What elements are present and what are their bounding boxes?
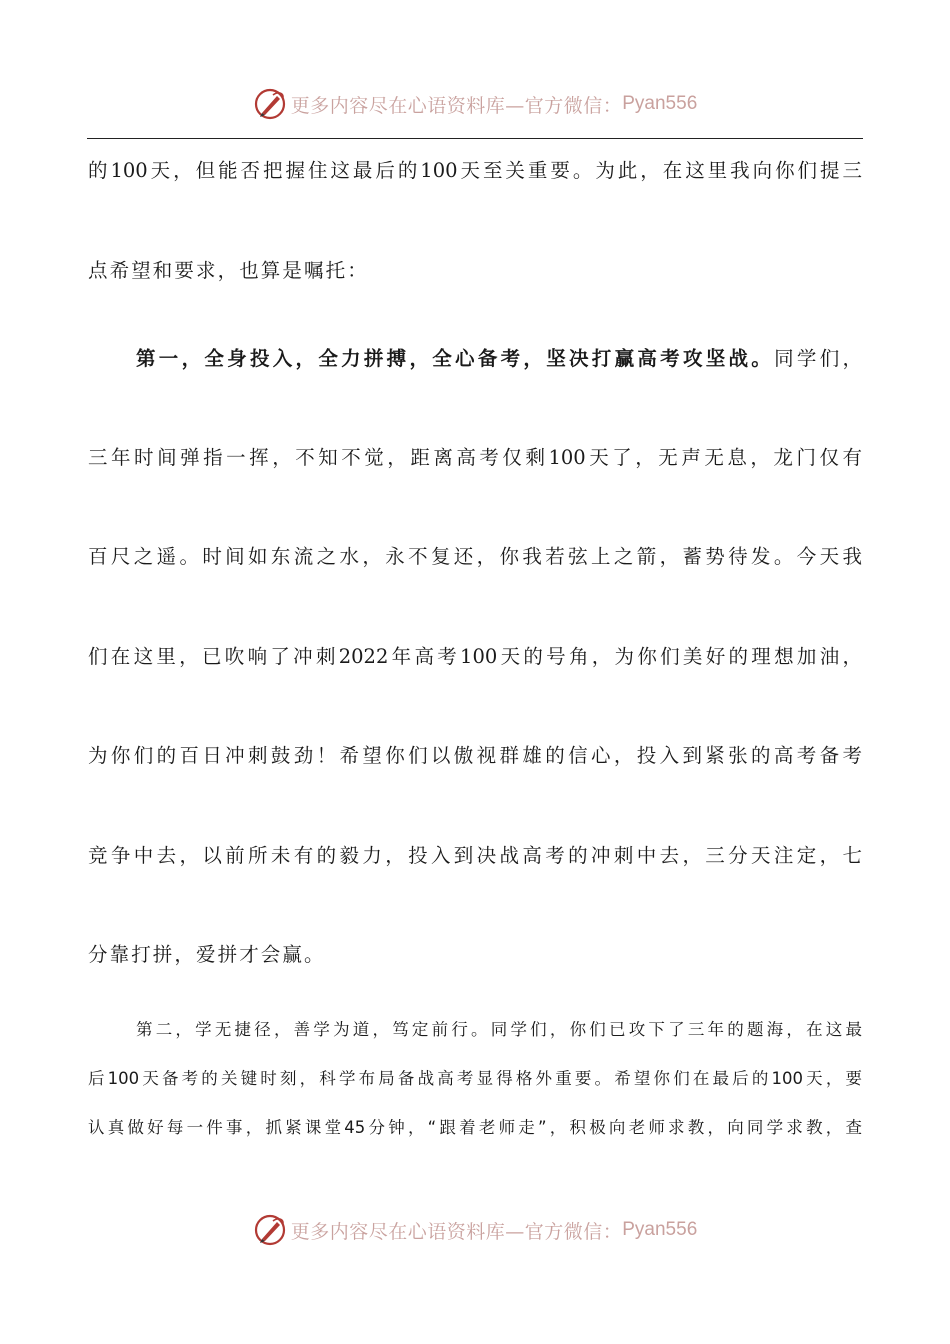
body-line-10: 第二，学无捷径，善学为道，笃定前行。同学们，你们已攻下了三年的题海，在这最 xyxy=(136,1020,862,1039)
body-line-6: 们在这里，已吹响了冲刺2022年高考100天的号角，为你们美好的理想加油， xyxy=(88,645,862,668)
header-wechat-id: Pyan556 xyxy=(622,93,698,114)
body-line-3 xyxy=(136,344,862,374)
body-line-3-rest: 同学们， xyxy=(774,347,862,370)
body-line-1: 的100天，但能否把握住这最后的100天至关重要。为此，在这里我向你们提三 xyxy=(88,159,862,182)
footer-brand-text: 更多内容尽在心语资料库—官方微信： xyxy=(290,1220,623,1243)
page-header xyxy=(0,84,950,124)
body-line-2: 点希望和要求，也算是嘱托： xyxy=(88,259,369,282)
point-one-heading: 第一，全身投入，全力拼搏，全心备考，坚决打赢高考攻坚战。 xyxy=(136,347,775,370)
body-line-7: 为你们的百日冲刺鼓劲！希望你们以傲视群雄的信心，投入到紧张的高考备考 xyxy=(88,744,862,767)
body-line-8: 竞争中去，以前所未有的毅力，投入到决战高考的冲刺中去，三分天注定，七 xyxy=(88,844,862,867)
header-divider xyxy=(87,138,863,139)
pen-logo-icon xyxy=(253,87,287,121)
footer-wechat-id: Pyan556 xyxy=(622,1219,698,1240)
page-footer xyxy=(0,1210,950,1250)
header-brand-text: 更多内容尽在心语资料库—官方微信： xyxy=(290,94,623,117)
body-line-5: 百尺之遥。时间如东流之水，永不复还，你我若弦上之箭，蓄势待发。今天我 xyxy=(88,545,862,568)
body-line-11: 后100天备考的关键时刻，科学布局备战高考显得格外重要。希望你们在最后的100天，要 xyxy=(88,1069,862,1088)
body-line-12: 认真做好每一件事，抓紧课堂45分钟，“跟着老师走”，积极向老师求教，向同学求教，查 xyxy=(88,1118,862,1137)
pen-logo-icon xyxy=(253,1213,287,1247)
body-line-4: 三年时间弹指一挥，不知不觉，距离高考仅剩100天了，无声无息，龙门仅有 xyxy=(88,446,862,469)
body-line-9: 分靠打拼，爱拼才会赢。 xyxy=(88,943,326,966)
